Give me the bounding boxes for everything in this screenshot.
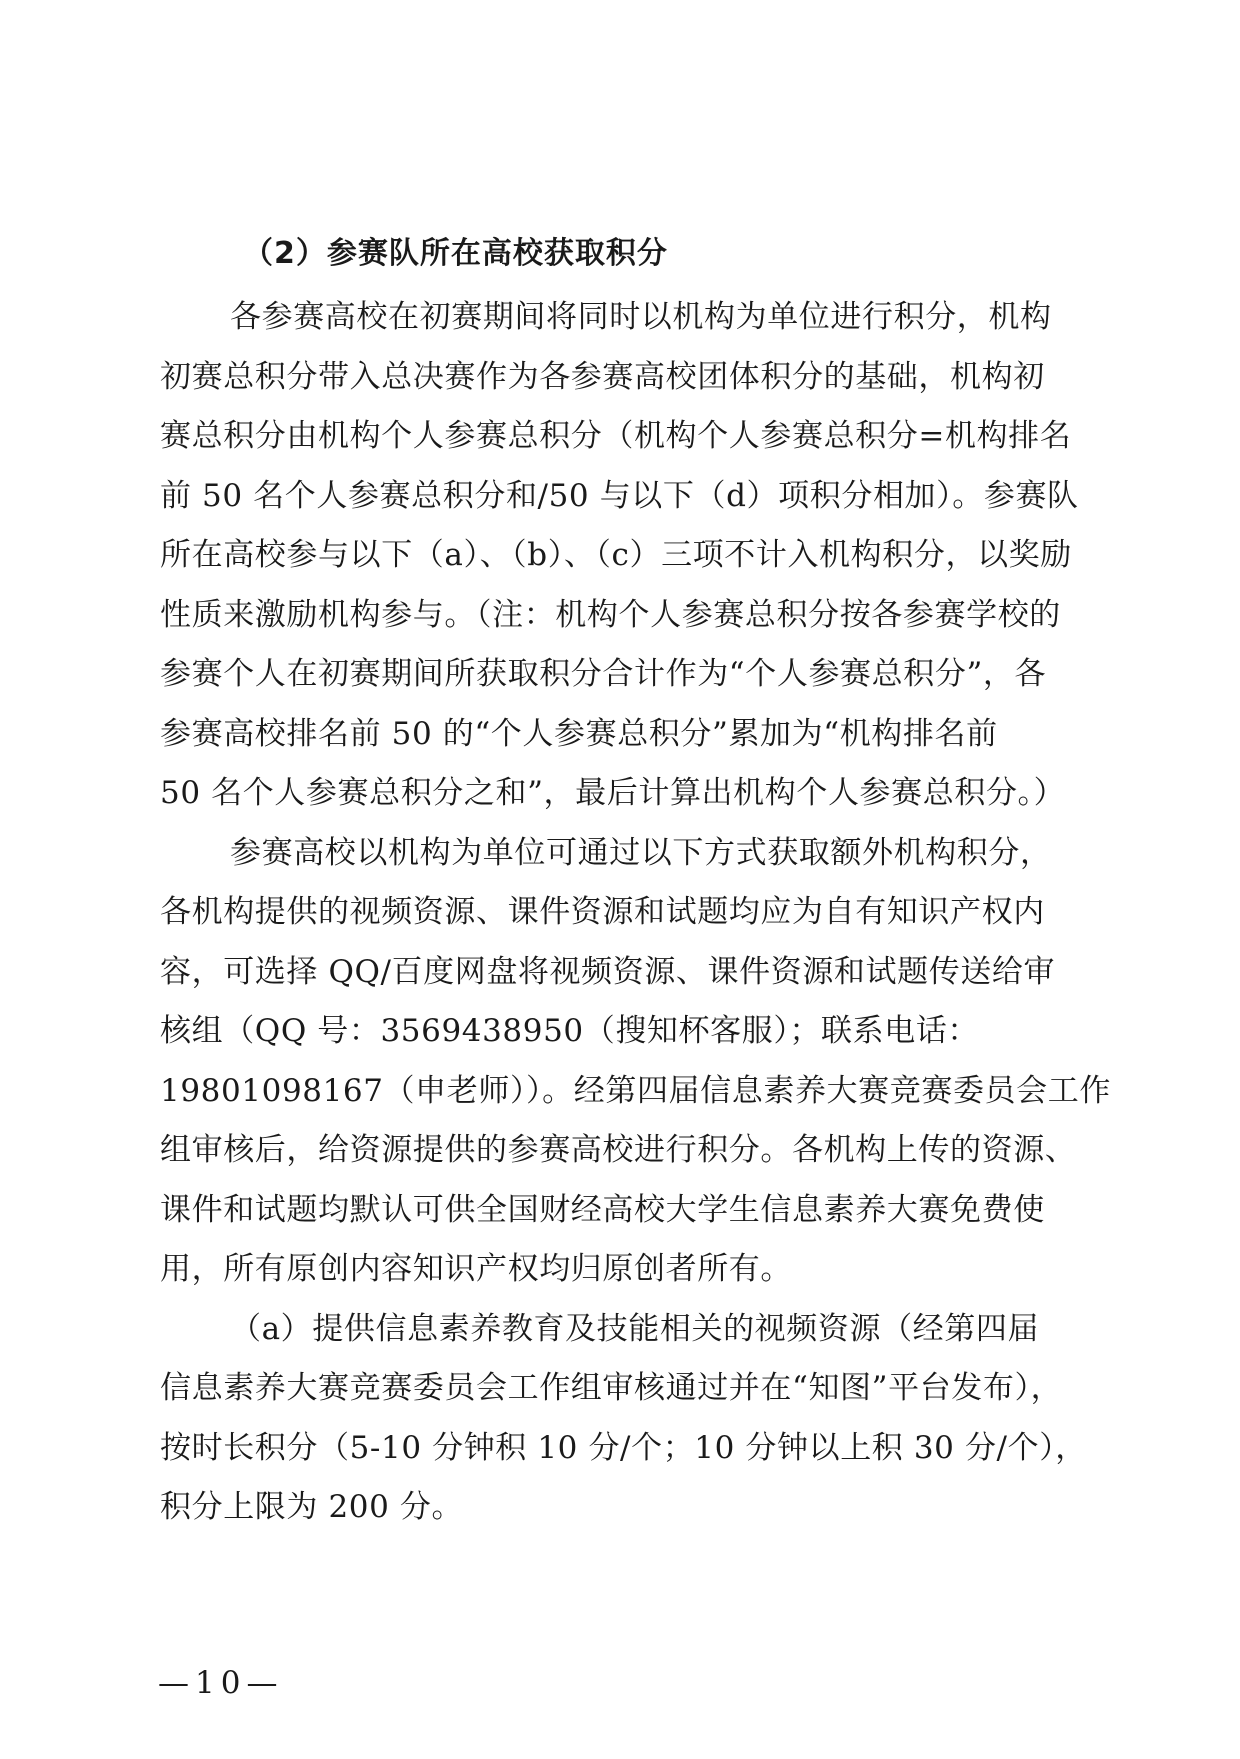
paragraph-line: 按时长积分（5-10 分钟积 10 分/个；10 分钟以上积 30 分/个）， [160, 1430, 1087, 1466]
paragraph-line: 50 名个人参赛总积分之和”，最后计算出机构个人参赛总积分。） [160, 775, 1066, 811]
paragraph-line: 参赛高校排名前 50 的“个人参赛总积分”累加为“机构排名前 [160, 716, 998, 752]
paragraph-line: 19801098167（申老师））。经第四届信息素养大赛竞赛委员会工作 [160, 1073, 1111, 1109]
paragraph-line: 课件和试题均默认可供全国财经高校大学生信息素养大赛免费使 [160, 1192, 1045, 1228]
paragraph-line: 组审核后，给资源提供的参赛高校进行积分。各机构上传的资源、 [160, 1132, 1077, 1168]
page-number: —10— [158, 1665, 284, 1701]
paragraph-line: 各机构提供的视频资源、课件资源和试题均应为自有知识产权内 [160, 894, 1045, 930]
paragraph-line: 各参赛高校在初赛期间将同时以机构为单位进行积分，机构 [230, 299, 1052, 335]
paragraph-line: 所在高校参与以下（a）、（b）、（c）三项不计入机构积分，以奖励 [160, 537, 1072, 573]
paragraph-line: 核组（QQ 号：3569438950（搜知杯客服）；联系电话： [160, 1013, 980, 1049]
paragraph-line: 赛总积分由机构个人参赛总积分（机构个人参赛总积分=机构排名 [160, 418, 1072, 454]
paragraph-line: 前 50 名个人参赛总积分和/50 与以下（d）项积分相加）。参赛队 [160, 478, 1079, 514]
paragraph-line: （a）提供信息素养教育及技能相关的视频资源（经第四届 [230, 1311, 1040, 1347]
paragraph-line: 初赛总积分带入总决赛作为各参赛高校团体积分的基础，机构初 [160, 359, 1045, 395]
paragraph-line: 参赛高校以机构为单位可通过以下方式获取额外机构积分， [230, 835, 1052, 871]
paragraph-line: 积分上限为 200 分。 [160, 1489, 464, 1525]
paragraph-line: 用，所有原创内容知识产权均归原创者所有。 [160, 1251, 792, 1287]
paragraph-line: 信息素养大赛竞赛委员会工作组审核通过并在“知图”平台发布）， [160, 1370, 1063, 1406]
paragraph-line: 参赛个人在初赛期间所获取积分合计作为“个人参赛总积分”，各 [160, 656, 1047, 692]
paragraph-line: 容，可选择 QQ/百度网盘将视频资源、课件资源和试题传送给审 [160, 954, 1056, 990]
section-heading: （2）参赛队所在高校获取积分 [243, 236, 668, 271]
paragraph-line: 性质来激励机构参与。（注：机构个人参赛总积分按各参赛学校的 [160, 597, 1061, 633]
